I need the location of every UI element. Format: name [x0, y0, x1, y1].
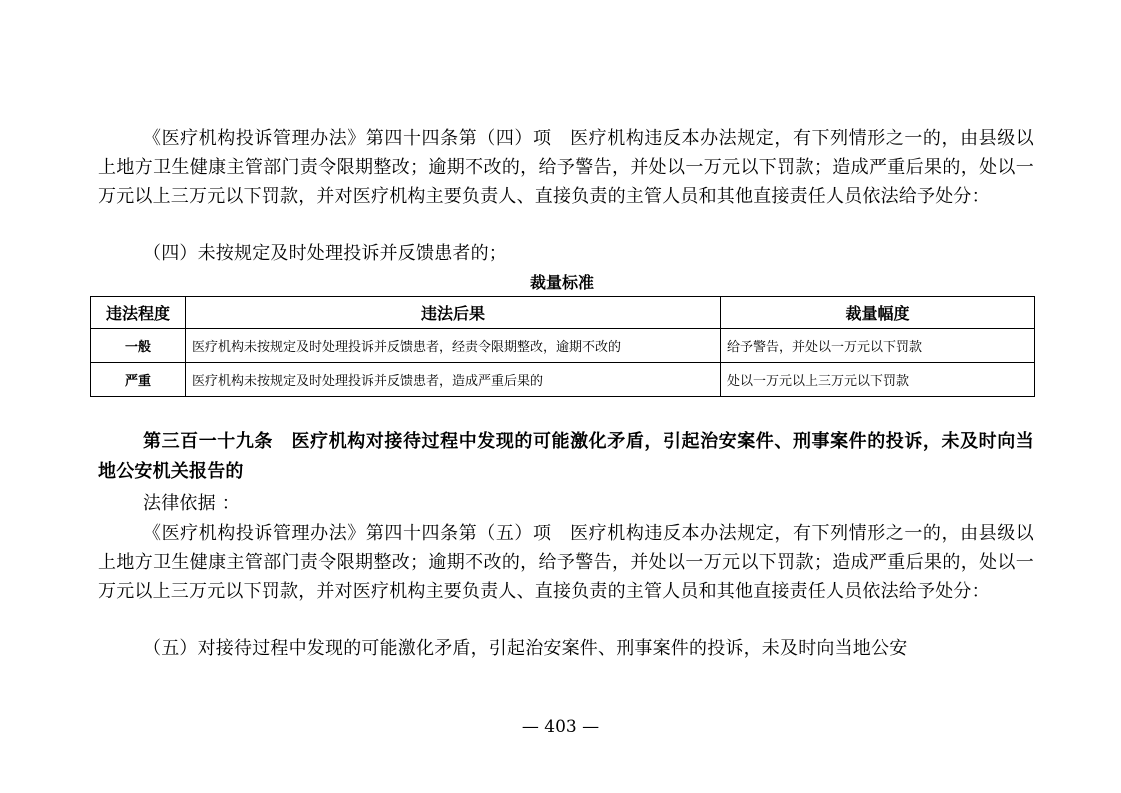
page-number: — 403 — — [521, 717, 600, 737]
row-level: 严重 — [91, 363, 186, 397]
row-consequence: 医疗机构未按规定及时处理投诉并反馈患者，造成严重后果的 — [186, 363, 721, 397]
legal-provision-paragraph-2: 《医疗机构投诉管理办法》第四十四条第（五）项 医疗机构违反本办法规定，有下列情形之一的，由县级以上地方卫生健康主管部门责令限期整改；逾期不改的，给予警告，并处以一万元以下罚款；造成严重后果的，处以一万元以上三万元以下罚款，并对医疗机构主要负责人、直接负责的主管人员和其他直接责任人员依法给予处分： — [98, 523, 1034, 602]
legal-provision-paragraph-1: 《医疗机构投诉管理办法》第四十四条第（四）项 医疗机构违反本办法规定，有下列情形之一的，由县级以上地方卫生健康主管部门责令限期整改；逾期不改的，给予警告，并处以一万元以下罚款；造成严重后果的，处以一万元以上三万元以下罚款，并对医疗机构主要负责人、直接负责的主管人员和其他直接责任人员依法给予处分： — [98, 128, 1034, 207]
table-title: 裁量标准 — [529, 273, 594, 292]
row-range: 处以一万元以上三万元以下罚款 — [721, 363, 1035, 397]
legal-item-5: （五）对接待过程中发现的可能激化矛盾，引起治安案件、刑事案件的投诉，未及时向当地公安 — [143, 638, 908, 659]
legal-basis-label: 法律依据 ： — [143, 493, 240, 514]
header-violation-consequence: 违法后果 — [186, 297, 721, 329]
discretion-standard-table — [90, 296, 1035, 397]
legal-item-4: （四）未按规定及时处理投诉并反馈患者的； — [143, 243, 507, 264]
row-consequence: 医疗机构未按规定及时处理投诉并反馈患者，经责令限期整改，逾期不改的 — [186, 329, 721, 363]
table-row — [91, 329, 1035, 363]
row-range: 给予警告，并处以一万元以下罚款 — [721, 329, 1035, 363]
header-discretion-range: 裁量幅度 — [721, 297, 1035, 329]
table-header-row — [91, 297, 1035, 329]
row-level: 一般 — [91, 329, 186, 363]
table-row — [91, 363, 1035, 397]
header-violation-degree: 违法程度 — [91, 297, 186, 329]
article-heading: 第三百一十九条 医疗机构对接待过程中发现的可能激化矛盾，引起治安案件、刑事案件的投诉，未及时向当地公安机关报告的 — [98, 431, 1034, 482]
